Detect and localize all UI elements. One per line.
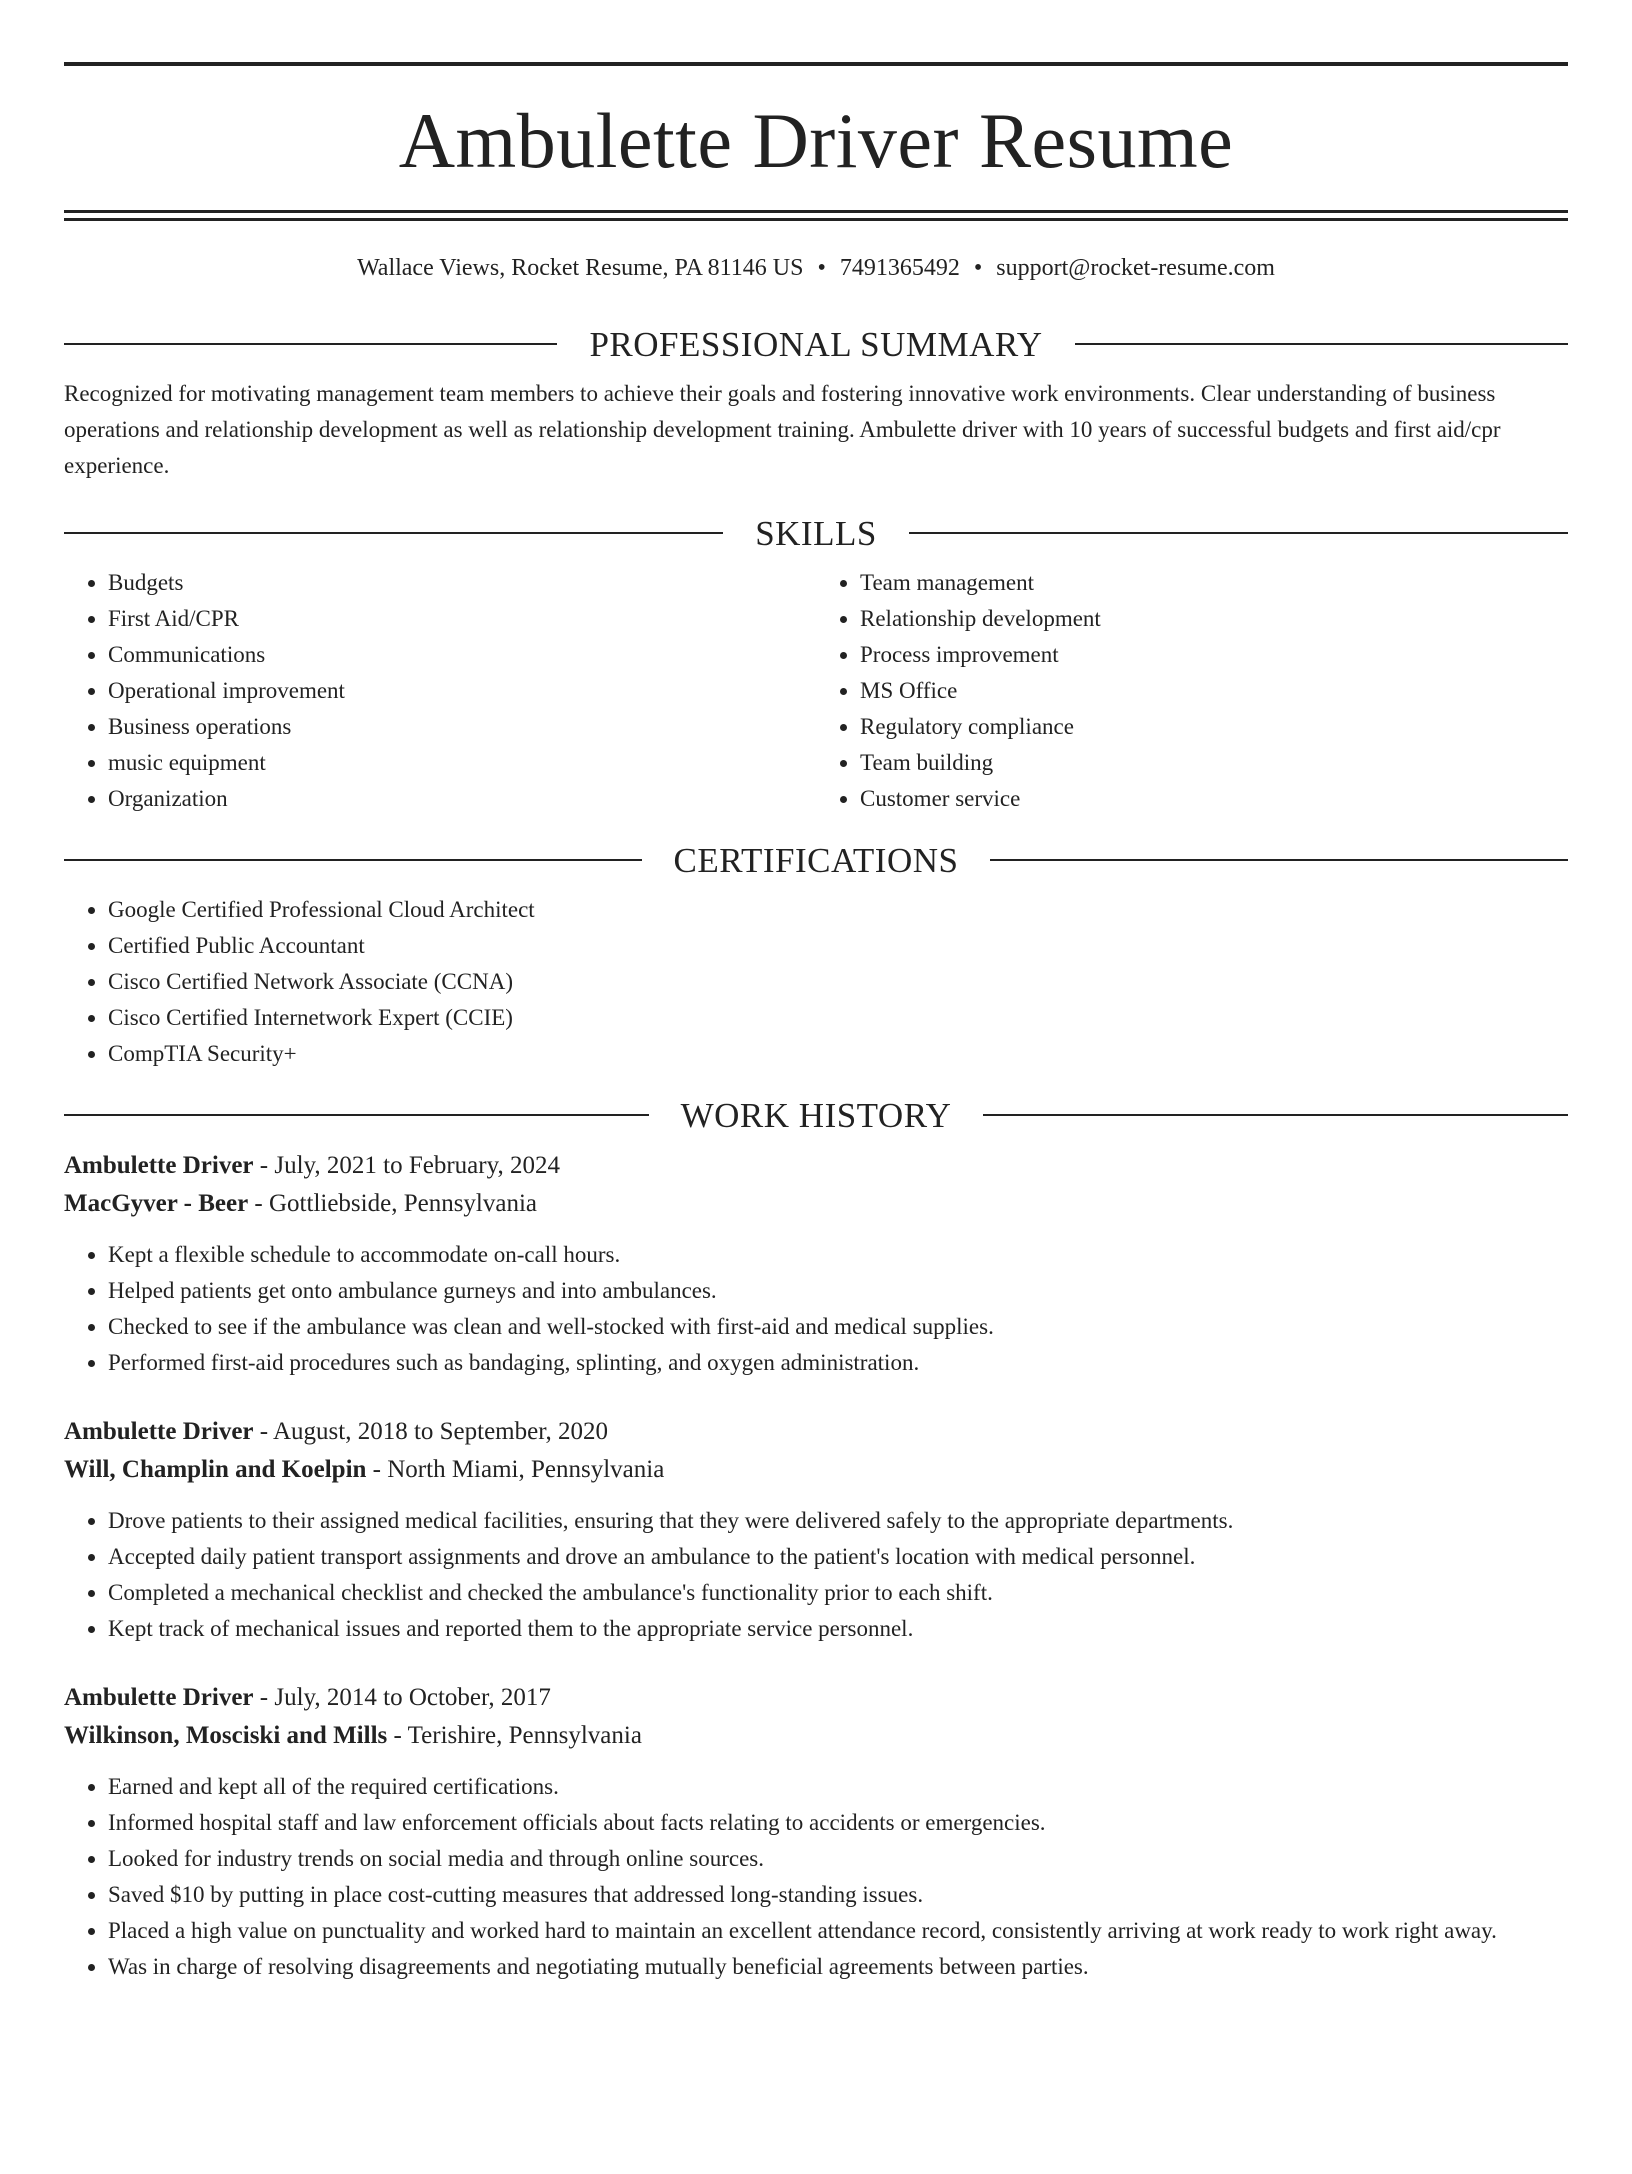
certification-item: • Cisco Certified Network Associate (CCNA) <box>108 964 1568 1000</box>
skills-heading: SKILLS <box>755 513 877 553</box>
contact-separator: • <box>817 255 826 281</box>
skill-item: • MS Office <box>860 673 1568 709</box>
skill-item: • Process improvement <box>860 637 1568 673</box>
skill-item: • Organization <box>108 781 816 817</box>
certification-item: • CompTIA Security+ <box>108 1036 1568 1072</box>
summary-text: Recognized for motivating management team members to achieve their goals and fostering innovative work environments. Clear understanding of business operations and relationship development as well as relationship development training. Ambulette driver with 10 years of successful budgets and first aid/cpr experience. <box>64 380 1501 478</box>
section-rule-right <box>983 1114 1568 1116</box>
skill-item: • Budgets <box>108 565 816 601</box>
job-duty-item: • Kept a flexible schedule to accommodate on-call hours. <box>108 1237 1568 1273</box>
top-divider <box>64 62 1568 66</box>
job-dates: - August, 2018 to September, 2020 <box>253 1417 609 1445</box>
work-section-header <box>64 1095 1568 1135</box>
job-dates: - July, 2014 to October, 2017 <box>253 1683 551 1711</box>
job-entry <box>64 1679 1568 1985</box>
job-company: Will, Champlin and Koelpin <box>64 1455 367 1483</box>
skill-item: • Team building <box>860 745 1568 781</box>
job-duty-item: • Helped patients get onto ambulance gurneys and into ambulances. <box>108 1273 1568 1309</box>
job-location: - Gottliebside, Pennsylvania <box>248 1189 538 1217</box>
job-duties-list <box>64 1769 1568 1985</box>
work-heading: WORK HISTORY <box>680 1095 952 1135</box>
job-title: Ambulette Driver <box>64 1683 254 1711</box>
job-dates: - July, 2021 to February, 2024 <box>253 1151 560 1179</box>
skill-item: • Regulatory compliance <box>860 709 1568 745</box>
contact-line <box>64 254 1568 283</box>
certification-item: • Certified Public Accountant <box>108 928 1568 964</box>
certifications-list <box>64 892 1568 1072</box>
job-title-line <box>64 1147 1568 1185</box>
job-location: - Terishire, Pennsylvania <box>387 1721 642 1749</box>
job-company-line <box>64 1717 1568 1755</box>
skills-list-left <box>64 565 816 817</box>
skill-item: • Relationship development <box>860 601 1568 637</box>
job-entry <box>64 1413 1568 1647</box>
skill-item: • Business operations <box>108 709 816 745</box>
certification-item: • Google Certified Professional Cloud Architect <box>108 892 1568 928</box>
skills-columns <box>64 565 1568 817</box>
job-entry <box>64 1147 1568 1381</box>
job-title-line <box>64 1413 1568 1451</box>
job-duty-item: • Saved $10 by putting in place cost-cutting measures that addressed long-standing issues. <box>108 1877 1568 1913</box>
job-duty-item: • Earned and kept all of the required certifications. <box>108 1769 1568 1805</box>
job-duty-item: • Checked to see if the ambulance was clean and well-stocked with first-aid and medical supplies. <box>108 1309 1568 1345</box>
skill-item: • Communications <box>108 637 816 673</box>
resume-title: Ambulette Driver Resume <box>398 97 1234 184</box>
job-location: - North Miami, Pennsylvania <box>366 1455 665 1483</box>
summary-section-header <box>64 324 1568 364</box>
skill-item: • Operational improvement <box>108 673 816 709</box>
job-duties-list <box>64 1237 1568 1381</box>
job-duty-item: • Placed a high value on punctuality and worked hard to maintain an excellent attendance record, consistently arriving at work ready to work right away. <box>108 1913 1568 1949</box>
section-rule-right <box>909 532 1568 534</box>
skills-list-right <box>816 565 1568 817</box>
section-rule-right <box>990 859 1568 861</box>
skill-item: • First Aid/CPR <box>108 601 816 637</box>
title-double-divider <box>64 210 1568 221</box>
resume-page <box>0 62 1632 2174</box>
certification-item: • Cisco Certified Internetwork Expert (CCIE) <box>108 1000 1568 1036</box>
job-duty-item: • Informed hospital staff and law enforcement officials about facts relating to accidents or emergencies. <box>108 1805 1568 1841</box>
job-duty-item: • Accepted daily patient transport assignments and drove an ambulance to the patient's location with medical personnel. <box>108 1539 1568 1575</box>
certifications-heading: CERTIFICATIONS <box>673 840 959 880</box>
job-title: Ambulette Driver <box>64 1151 254 1179</box>
job-duty-item: • Kept track of mechanical issues and reported them to the appropriate service personnel. <box>108 1611 1568 1647</box>
job-title: Ambulette Driver <box>64 1417 254 1445</box>
contact-separator: • <box>973 255 983 281</box>
contact-phone: 7491365492 <box>839 255 960 281</box>
section-rule-right <box>1075 343 1568 345</box>
job-company-line <box>64 1451 1568 1489</box>
skill-item: • Customer service <box>860 781 1568 817</box>
job-duty-item: • Drove patients to their assigned medical facilities, ensuring that they were delivered safely to the appropriate departments. <box>108 1503 1568 1539</box>
certifications-section-header <box>64 840 1568 880</box>
job-title-line <box>64 1679 1568 1717</box>
section-rule-left <box>64 859 642 861</box>
job-duty-item: • Completed a mechanical checklist and checked the ambulance's functionality prior to each shift. <box>108 1575 1568 1611</box>
work-history-list <box>64 1147 1568 1985</box>
job-duties-list <box>64 1503 1568 1647</box>
summary-heading: PROFESSIONAL SUMMARY <box>589 324 1043 364</box>
job-company: MacGyver - Beer <box>64 1189 249 1217</box>
section-rule-left <box>64 532 723 534</box>
job-company-line <box>64 1185 1568 1223</box>
job-duty-item: • Performed first-aid procedures such as bandaging, splinting, and oxygen administration. <box>108 1345 1568 1381</box>
section-rule-left <box>64 343 557 345</box>
section-rule-left <box>64 1114 649 1116</box>
contact-address: Wallace Views, Rocket Resume, PA 81146 US <box>357 255 804 281</box>
job-duty-item: • Looked for industry trends on social media and through online sources. <box>108 1841 1568 1877</box>
contact-email: support@rocket-resume.com <box>996 255 1275 281</box>
skill-item: • music equipment <box>108 745 816 781</box>
job-duty-item: • Was in charge of resolving disagreements and negotiating mutually beneficial agreements between parties. <box>108 1949 1568 1985</box>
skills-section-header <box>64 513 1568 553</box>
skill-item: • Team management <box>860 565 1568 601</box>
job-company: Wilkinson, Mosciski and Mills <box>64 1721 388 1749</box>
